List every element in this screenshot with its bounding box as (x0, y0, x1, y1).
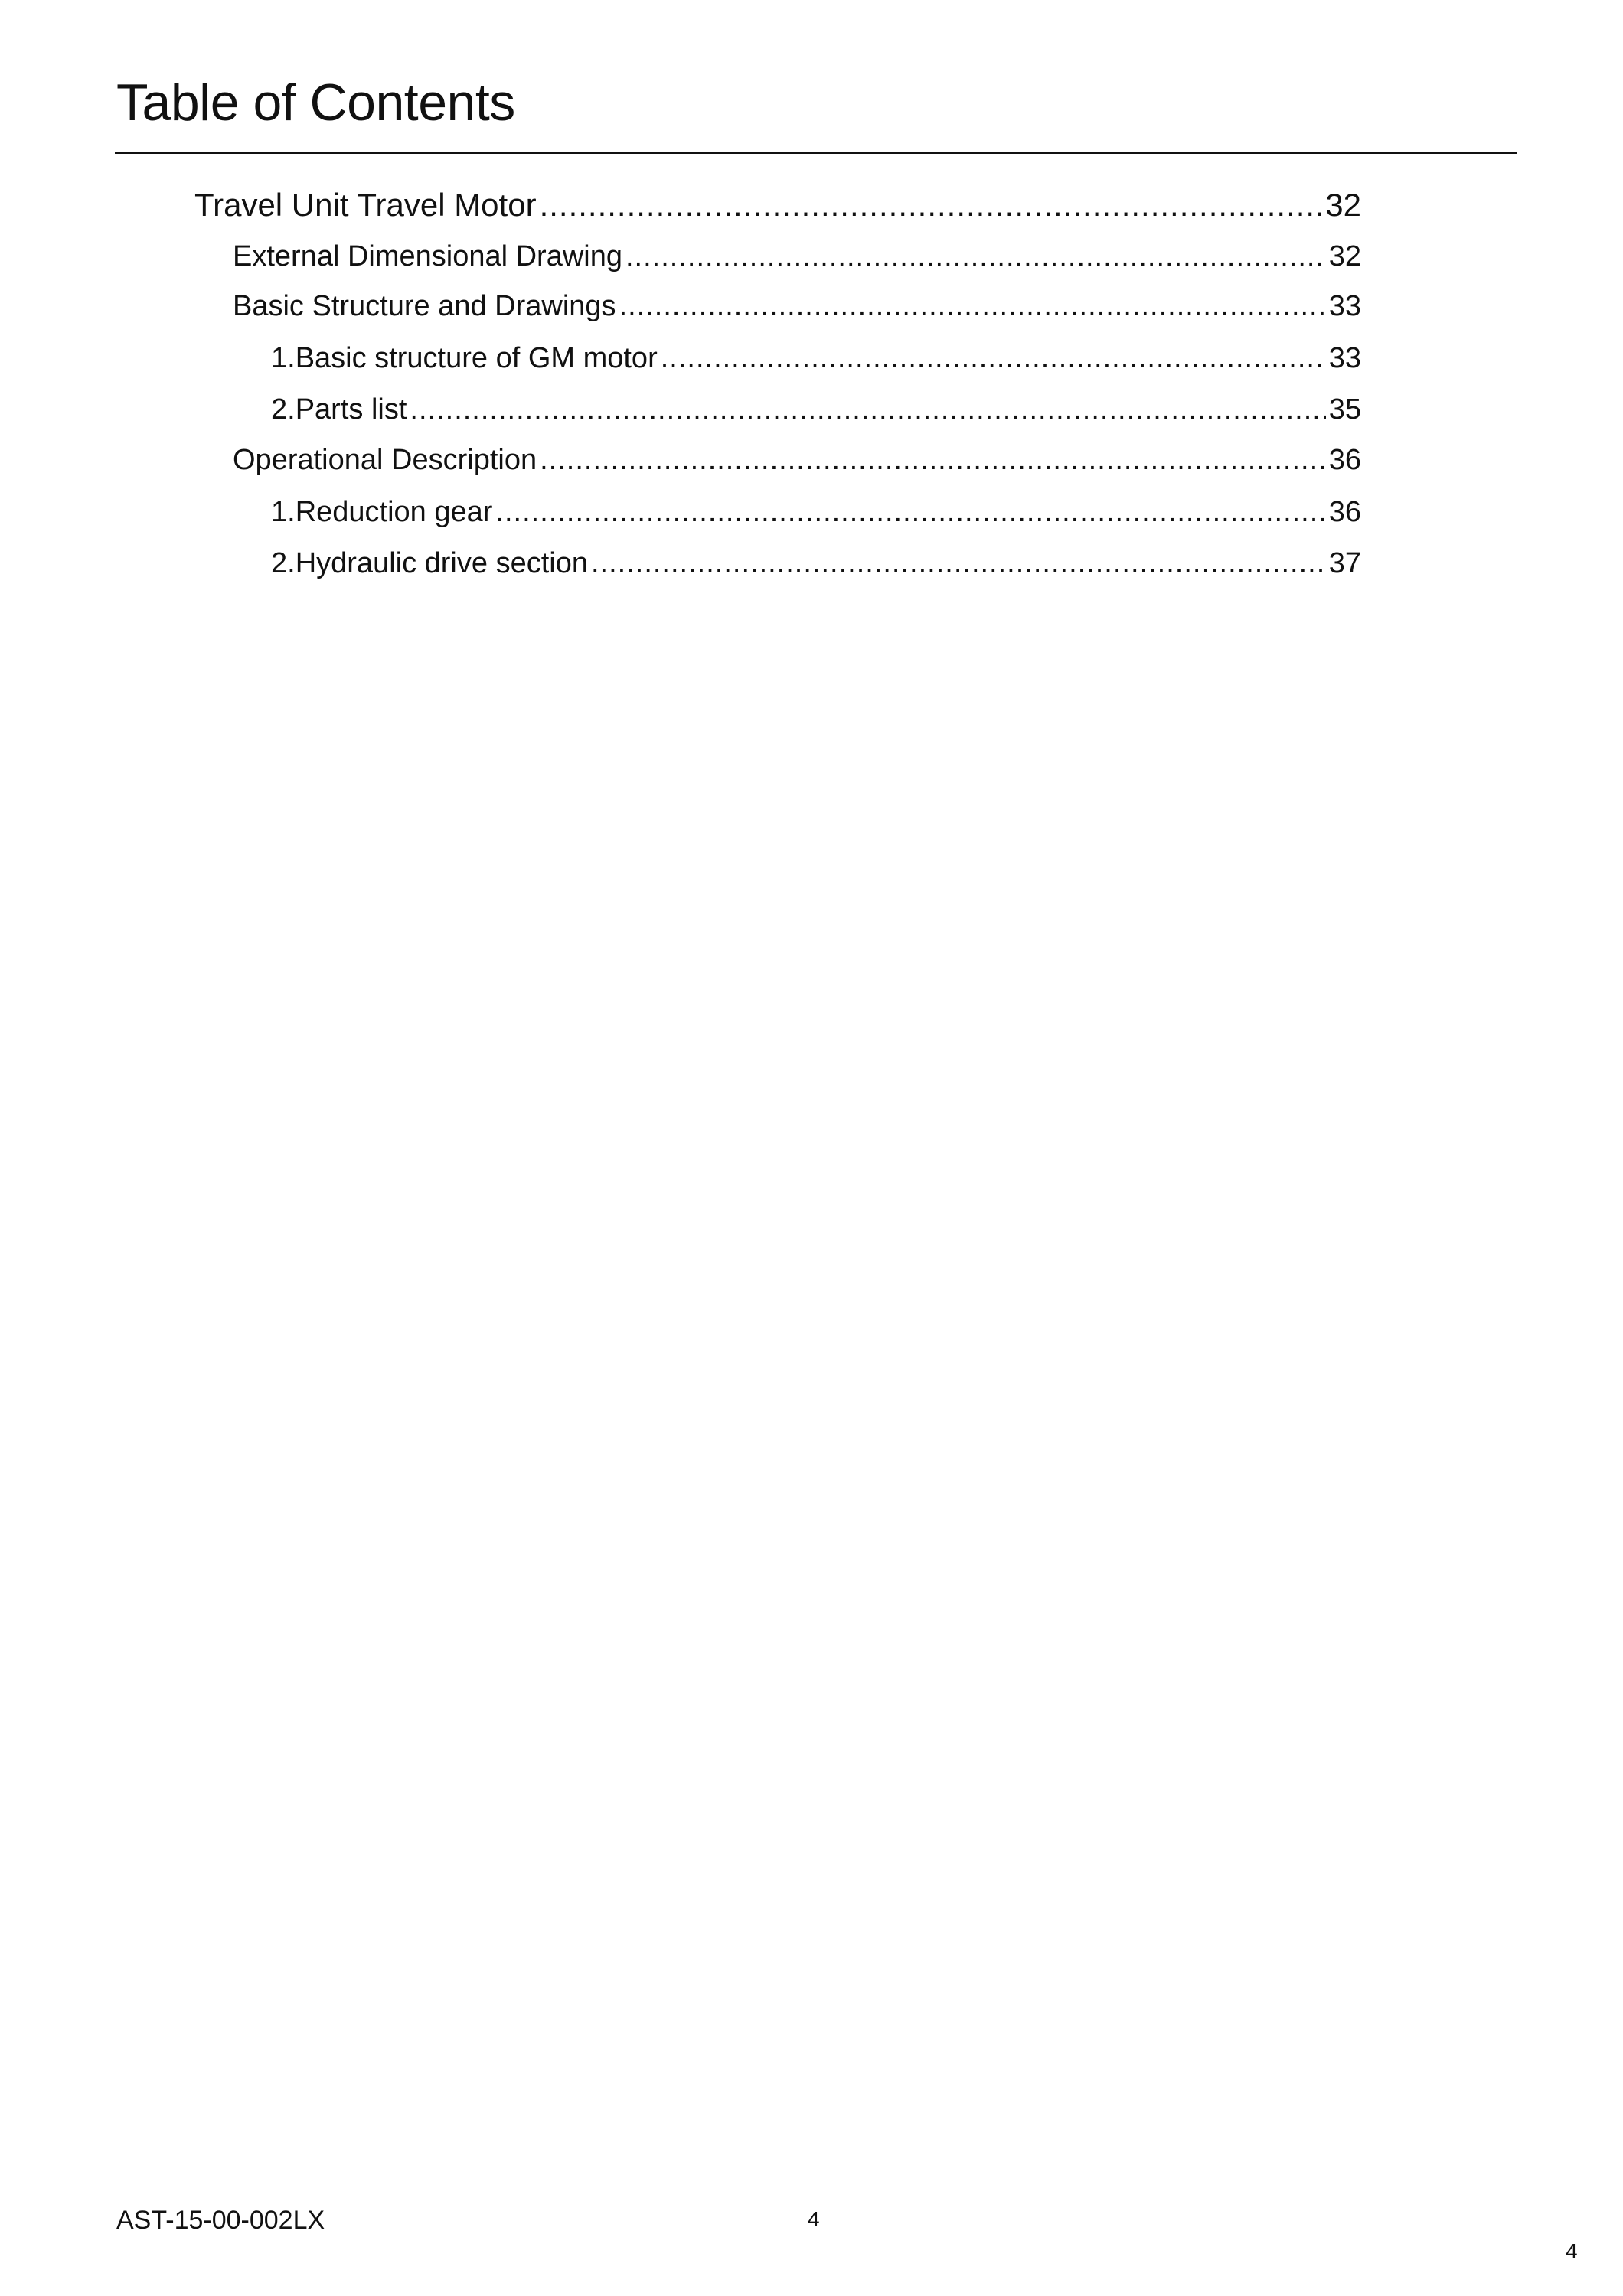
toc-entry-page: 32 (1325, 187, 1361, 223)
toc-entry-page: 35 (1328, 393, 1361, 426)
toc-entry-page: 33 (1328, 342, 1361, 374)
dot-leader (540, 189, 1323, 221)
footer-document-code: AST-15-00-002LX (116, 2206, 325, 2235)
toc-entry-label: Reduction gear (295, 496, 493, 528)
dot-leader (540, 445, 1326, 475)
toc-entry-label: Basic structure of GM motor (295, 342, 658, 374)
toc-entry-number: 2. (271, 393, 296, 426)
dot-leader (410, 395, 1325, 424)
table-of-contents (0, 0, 1623, 689)
toc-entry-label: External Dimensional Drawing (233, 240, 622, 272)
toc-entry-label: Basic Structure and Drawings (233, 290, 616, 322)
dot-leader (495, 497, 1325, 527)
dot-leader (625, 242, 1326, 271)
dot-leader (619, 292, 1326, 321)
footer-page-number: 4 (808, 2207, 820, 2231)
toc-entry-travel-unit-travel-motor[interactable] (194, 189, 1361, 221)
toc-entry-label: Travel Unit Travel Motor (194, 187, 537, 223)
toc-entry-hydraulic-drive-section[interactable] (271, 549, 1361, 578)
toc-entry-label: Parts list (295, 393, 407, 426)
toc-entry-page: 36 (1328, 444, 1361, 476)
dot-leader (591, 549, 1326, 578)
toc-entry-operational-description[interactable] (233, 445, 1361, 475)
toc-entry-page: 33 (1328, 290, 1361, 322)
dot-leader (661, 344, 1326, 373)
toc-entry-parts-list[interactable] (271, 395, 1361, 424)
toc-entry-page: 32 (1328, 240, 1361, 272)
toc-entry-label: Hydraulic drive section (295, 547, 588, 579)
toc-entry-external-dimensional-drawing[interactable] (233, 242, 1361, 271)
toc-entry-number: 1. (271, 496, 296, 528)
toc-entry-page: 36 (1328, 496, 1361, 528)
toc-entry-page: 37 (1328, 547, 1361, 579)
page-title: Table of Contents (116, 73, 515, 132)
toc-entry-reduction-gear[interactable] (271, 497, 1361, 527)
toc-entry-label: Operational Description (233, 444, 537, 476)
toc-entry-number: 2. (271, 547, 296, 579)
corner-page-number: 4 (1566, 2239, 1578, 2263)
toc-entry-basic-structure-and-drawings[interactable] (233, 292, 1361, 321)
toc-entry-basic-structure-of-gm-motor[interactable] (271, 344, 1361, 373)
toc-entry-number: 1. (271, 342, 296, 374)
